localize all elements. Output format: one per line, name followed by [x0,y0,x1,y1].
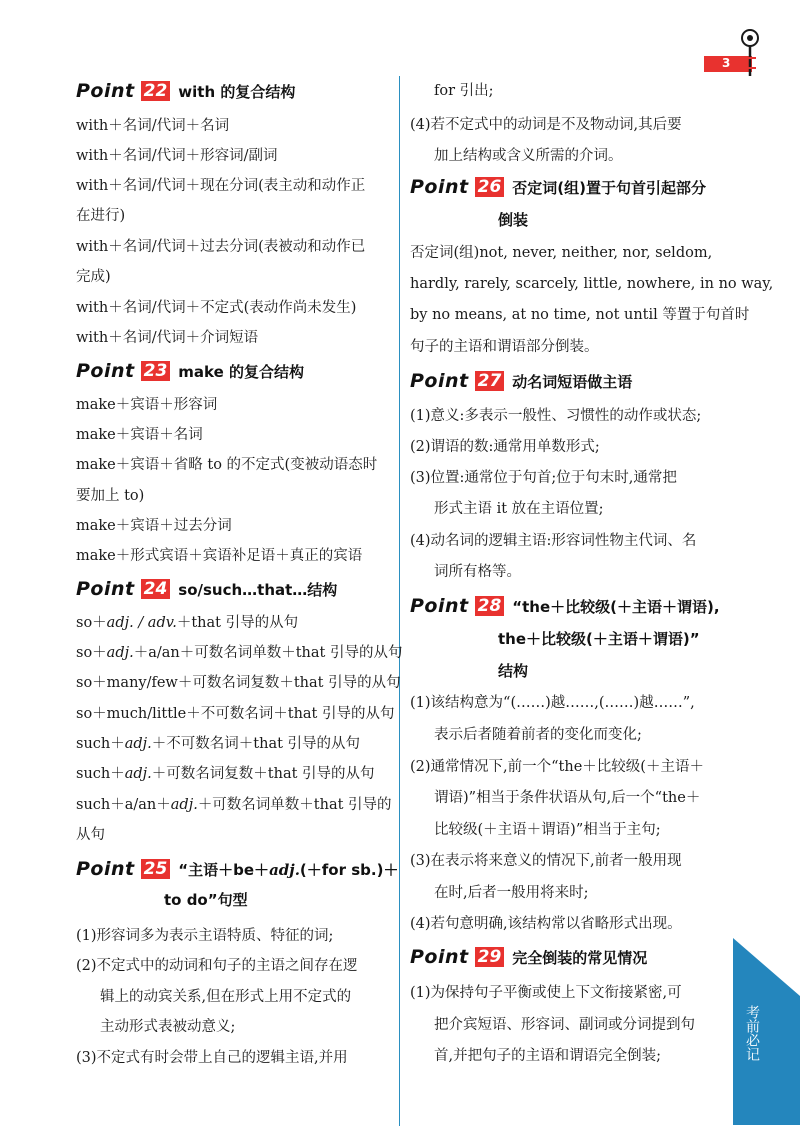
point-title: with 的复合结构 [178,82,296,101]
text-line: 表示后者随着前者的变化而变化; [434,727,642,743]
point-26-heading [410,176,706,198]
point-number-badge: 25 [141,859,171,879]
text-line: make＋宾语＋省略 to 的不定式(变被动语态时 [76,457,378,473]
text-line: with＋名词/代词＋现在分词(表主动和动作正 [76,178,366,194]
text-line: (4)若句意明确,该结构常以省略形式出现。 [410,916,682,932]
point-number-badge: 27 [475,371,505,391]
text-line: (4)若不定式中的动词是不及物动词,其后要 [410,117,682,133]
text-line: make＋宾语＋名词 [76,427,203,443]
text-line: 首,并把句子的主语和谓语完全倒装; [434,1048,661,1064]
text-line: with＋名词/代词＋介词短语 [76,330,259,346]
text-line: 否定词(组)not, never, neither, nor, seldom, [410,245,713,261]
point-title-continued: 倒装 [498,211,529,229]
point-title-continued: the＋比较级(＋主语＋谓语)” [498,630,700,648]
text-line: 形式主语 it 放在主语位置; [434,501,604,517]
text-line: 从句 [76,827,105,843]
text-line: (4)动名词的逻辑主语:形容词性物主代词、名 [410,533,697,549]
point-number-badge: 22 [141,81,171,101]
point-29-heading [410,946,647,968]
text-line: so＋adj. / adv.＋that 引导的从句 [76,615,299,631]
point-28-heading [410,595,720,617]
point-label: Point [76,858,135,880]
point-label: Point [76,578,135,600]
text-line: 完成) [76,269,111,285]
text-line: with＋名词/代词＋形容词/副词 [76,148,278,164]
text-line: by no means, at no time, not until 等置于句首时 [410,307,750,323]
text-line: 在时,后者一般用将来时; [434,885,589,901]
point-title-continued: to do”句型 [164,891,248,909]
text-line: (2)谓语的数:通常用单数形式; [410,439,600,455]
text-line: (3)不定式有时会带上自己的逻辑主语,并用 [76,1050,348,1066]
text-line: hardly, rarely, scarcely, little, nowhere, in no way, [410,276,774,292]
side-tab-corner [733,938,800,996]
point-25-heading [76,858,398,880]
text-line: 辑上的动宾关系,但在形式上用不定式的 [100,989,352,1005]
point-title: “the＋比较级(＋主语＋谓语), [512,597,720,616]
column-divider [399,76,400,1126]
point-number-badge: 26 [475,177,505,197]
point-number-badge: 28 [475,596,505,616]
point-label: Point [410,176,469,198]
point-number-badge: 24 [141,579,171,599]
side-tab-label: 考前必记 [744,1005,760,1061]
point-title: 完全倒装的常见情况 [512,948,648,967]
text-line: (3)位置:通常位于句首;位于句末时,通常把 [410,470,677,486]
text-line: 加上结构或含义所需的介词。 [434,148,623,164]
point-label: Point [76,360,135,382]
point-number-badge: 23 [141,361,171,381]
text-line: so＋much/little＋不可数名词＋that 引导的从句 [76,706,395,722]
point-title: 否定词(组)置于句首引起部分 [512,178,706,197]
text-line: make＋宾语＋过去分词 [76,518,232,534]
text-line: 把介宾短语、形容词、副词或分词提到句 [434,1017,695,1033]
text-line: with＋名词/代词＋不定式(表动作尚未发生) [76,300,357,316]
point-number-badge: 29 [475,947,505,967]
text-line: with＋名词/代词＋名词 [76,118,230,134]
text-line: (1)形容词多为表示主语特质、特征的词; [76,928,334,944]
point-label: Point [410,946,469,968]
text-line: make＋形式宾语＋宾语补足语＋真正的宾语 [76,548,363,564]
point-title-continued: 结构 [498,662,529,680]
point-27-heading [410,370,632,392]
text-line: (1)为保持句子平衡或使上下文衔接紧密,可 [410,985,682,1001]
point-23-heading [76,360,304,382]
text-line: 比较级(＋主语＋谓语)”相当于主句; [434,822,661,838]
text-line: with＋名词/代词＋过去分词(表被动和动作已 [76,239,366,255]
text-line: so＋many/few＋可数名词复数＋that 引导的从句 [76,675,401,691]
text-line: such＋adj.＋可数名词复数＋that 引导的从句 [76,766,375,782]
point-title: so/such…that…结构 [178,580,338,599]
point-label: Point [76,80,135,102]
text-line: for 引出; [434,83,494,99]
point-22-heading [76,80,295,102]
text-line: 谓语)”相当于条件状语从句,后一个“the＋ [434,790,701,806]
text-line: (2)不定式中的动词和句子的主语之间存在逻 [76,958,358,974]
text-line: (1)意义:多表示一般性、习惯性的动作或状态; [410,408,702,424]
text-line: (1)该结构意为“(……)越……,(……)越……”, [410,695,695,711]
point-label: Point [410,370,469,392]
text-line: 要加上 to) [76,488,145,504]
text-line: 在进行) [76,208,126,224]
text-line: 词所有格等。 [434,564,521,580]
point-title: 动名词短语做主语 [512,372,633,391]
text-line: such＋a/an＋adj.＋可数名词单数＋that 引导的 [76,797,392,813]
text-line: 句子的主语和谓语部分倒装。 [410,339,599,355]
point-24-heading [76,578,337,600]
point-title: make 的复合结构 [178,362,305,381]
text-line: (2)通常情况下,前一个“the＋比较级(＋主语＋ [410,759,704,775]
text-line: make＋宾语＋形容词 [76,397,218,413]
text-line: such＋adj.＋不可数名词＋that 引导的从句 [76,736,361,752]
pin-icon [740,28,764,80]
point-title: “主语＋be＋adj.(＋for sb.)＋ [178,860,399,879]
point-label: Point [410,595,469,617]
text-line: so＋adj.＋a/an＋可数名词单数＋that 引导的从句 [76,645,403,661]
text-line: (3)在表示将来意义的情况下,前者一般用现 [410,853,682,869]
page-number: 3 [722,56,731,70]
text-line: 主动形式表被动意义; [100,1019,236,1035]
